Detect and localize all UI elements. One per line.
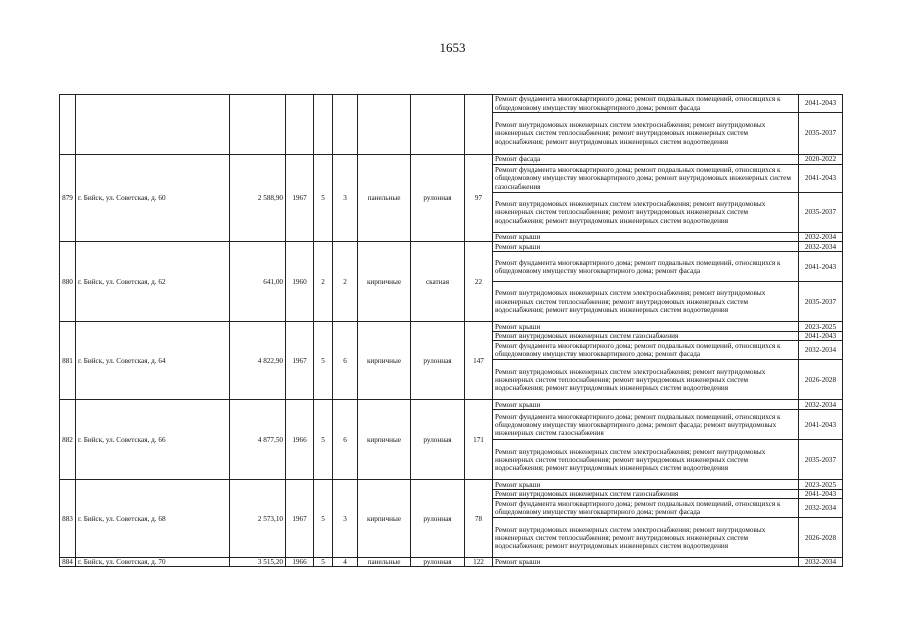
entrances: 4: [333, 558, 358, 567]
period: 2035-2037: [799, 193, 843, 233]
roof-type: рулонная: [411, 480, 465, 558]
period: 2032-2034: [799, 341, 843, 360]
period: 2041-2043: [799, 410, 843, 440]
area: 641,00: [230, 242, 286, 322]
period: 2023-2025: [799, 480, 843, 490]
period: 2041-2043: [799, 332, 843, 341]
work-type: Ремонт фундамента многоквартирного дома; ремонт подвальных помещений, относящихся к общедомовому имуществу многоквартирного дома; ремонт внутридомовых инженерных систем газоснабжения: [493, 165, 799, 193]
year: 1967: [286, 155, 314, 242]
residents: 122: [465, 558, 493, 567]
table-row: [60, 95, 843, 113]
period: 2035-2037: [799, 113, 843, 155]
house-number: 883: [60, 480, 76, 558]
period: 2035-2037: [799, 282, 843, 322]
area: 2 573,10: [230, 480, 286, 558]
residents: 97: [465, 155, 493, 242]
entrances: 2: [333, 242, 358, 322]
work-type: Ремонт внутридомовых инженерных систем электроснабжения; ремонт внутридомовых инженерных систем теплоснабжения; ремонт внутридомовых инженерных систем водоснабжения; ремонт внутридомовых инженерных систем водоотведения: [493, 440, 799, 480]
address: г. Бийск, ул. Советская, д. 62: [76, 242, 230, 322]
work-type: Ремонт крыши: [493, 400, 799, 410]
table-row: [60, 242, 843, 252]
work-type: Ремонт фундамента многоквартирного дома; ремонт подвальных помещений, относящихся к общедомовому имуществу многоквартирного дома; ремонт фасада: [493, 95, 799, 113]
area: 2 588,90: [230, 155, 286, 242]
table-row: [60, 400, 843, 410]
work-type: Ремонт внутридомовых инженерных систем электроснабжения; ремонт внутридомовых инженерных систем теплоснабжения; ремонт внутридомовых инженерных систем водоснабжения; ремонт внутридомовых инженерных систем водоотведения: [493, 518, 799, 558]
work-type: Ремонт крыши: [493, 480, 799, 490]
floors: 5: [314, 480, 333, 558]
wall-material: кирпичные: [358, 322, 411, 400]
year: 1967: [286, 480, 314, 558]
work-type: Ремонт внутридомовых инженерных систем газоснабжения: [493, 332, 799, 341]
residents: 147: [465, 322, 493, 400]
work-type: Ремонт крыши: [493, 322, 799, 332]
period: 2023-2025: [799, 322, 843, 332]
roof-type: рулонная: [411, 155, 465, 242]
period: 2032-2034: [799, 558, 843, 567]
residents: 22: [465, 242, 493, 322]
house-number: 882: [60, 400, 76, 480]
year: 1966: [286, 400, 314, 480]
residents: 171: [465, 400, 493, 480]
work-type: Ремонт внутридомовых инженерных систем электроснабжения; ремонт внутридомовых инженерных систем теплоснабжения; ремонт внутридомовых инженерных систем водоснабжения; ремонт внутридомовых инженерных систем водоотведения: [493, 113, 799, 155]
wall-material: кирпичные: [358, 242, 411, 322]
entrances: 3: [333, 155, 358, 242]
area: 4 822,90: [230, 322, 286, 400]
wall-material: панельные: [358, 558, 411, 567]
address: г. Бийск, ул. Советская, д. 68: [76, 480, 230, 558]
floors: 5: [314, 400, 333, 480]
house-number: 879: [60, 155, 76, 242]
table-row: [60, 322, 843, 332]
floors: 2: [314, 242, 333, 322]
year: 1960: [286, 242, 314, 322]
capital-repair-table: [59, 94, 843, 567]
work-type: Ремонт внутридомовых инженерных систем газоснабжения: [493, 490, 799, 499]
year: 1966: [286, 558, 314, 567]
table-row: [60, 480, 843, 490]
period: 2041-2043: [799, 490, 843, 499]
roof-type: скатная: [411, 242, 465, 322]
table-row: [60, 558, 843, 567]
address: г. Бийск, ул. Советская, д. 70: [76, 558, 230, 567]
address: г. Бийск, ул. Советская, д. 64: [76, 322, 230, 400]
work-type: Ремонт внутридомовых инженерных систем электроснабжения; ремонт внутридомовых инженерных систем теплоснабжения; ремонт внутридомовых инженерных систем водоснабжения; ремонт внутридомовых инженерных систем водоотведения: [493, 193, 799, 233]
work-type: Ремонт крыши: [493, 242, 799, 252]
area: 4 877,50: [230, 400, 286, 480]
period: 2035-2037: [799, 440, 843, 480]
entrances: 6: [333, 400, 358, 480]
area: 3 515,20: [230, 558, 286, 567]
floors: 5: [314, 558, 333, 567]
wall-material: панельные: [358, 155, 411, 242]
period: 2032-2034: [799, 400, 843, 410]
house-number: 880: [60, 242, 76, 322]
period: 2032-2034: [799, 242, 843, 252]
work-type: Ремонт крыши: [493, 233, 799, 242]
wall-material: кирпичные: [358, 480, 411, 558]
work-type: Ремонт фундамента многоквартирного дома; ремонт подвальных помещений, относящихся к общедомовому имуществу многоквартирного дома; ремонт фасада: [493, 252, 799, 282]
period: 2026-2028: [799, 518, 843, 558]
period: 2020-2022: [799, 155, 843, 165]
roof-type: рулонная: [411, 400, 465, 480]
period: 2041-2043: [799, 252, 843, 282]
floors: 5: [314, 155, 333, 242]
period: 2026-2028: [799, 360, 843, 400]
period: 2041-2043: [799, 165, 843, 193]
entrances: 6: [333, 322, 358, 400]
work-type: Ремонт внутридомовых инженерных систем электроснабжения; ремонт внутридомовых инженерных систем теплоснабжения; ремонт внутридомовых инженерных систем водоснабжения; ремонт внутридомовых инженерных систем водоотведения: [493, 282, 799, 322]
period: 2032-2034: [799, 499, 843, 518]
entrances: 3: [333, 480, 358, 558]
address: г. Бийск, ул. Советская, д. 60: [76, 155, 230, 242]
work-type: Ремонт крыши: [493, 558, 799, 567]
period: 2041-2043: [799, 95, 843, 113]
period: 2032-2034: [799, 233, 843, 242]
roof-type: рулонная: [411, 558, 465, 567]
roof-type: рулонная: [411, 322, 465, 400]
house-number: 884: [60, 558, 76, 567]
house-number: 881: [60, 322, 76, 400]
work-type: Ремонт внутридомовых инженерных систем электроснабжения; ремонт внутридомовых инженерных систем теплоснабжения; ремонт внутридомовых инженерных систем водоснабжения; ремонт внутридомовых инженерных систем водоотведения: [493, 360, 799, 400]
page-number: 1653: [439, 40, 466, 55]
floors: 5: [314, 322, 333, 400]
work-type: Ремонт фундамента многоквартирного дома; ремонт подвальных помещений, относящихся к общедомовому имуществу многоквартирного дома; ремонт фасада; ремонт внутридомовых инженерных систем газоснабжения: [493, 410, 799, 440]
wall-material: кирпичные: [358, 400, 411, 480]
work-type: Ремонт фундамента многоквартирного дома; ремонт подвальных помещений, относящихся к общедомовому имуществу многоквартирного дома; ремонт фасада: [493, 341, 799, 360]
residents: 78: [465, 480, 493, 558]
table-row: [60, 155, 843, 165]
work-type: Ремонт фундамента многоквартирного дома; ремонт подвальных помещений, относящихся к общедомовому имуществу многоквартирного дома; ремонт фасада: [493, 499, 799, 518]
address: г. Бийск, ул. Советская, д. 66: [76, 400, 230, 480]
year: 1967: [286, 322, 314, 400]
work-type: Ремонт фасада: [493, 155, 799, 165]
